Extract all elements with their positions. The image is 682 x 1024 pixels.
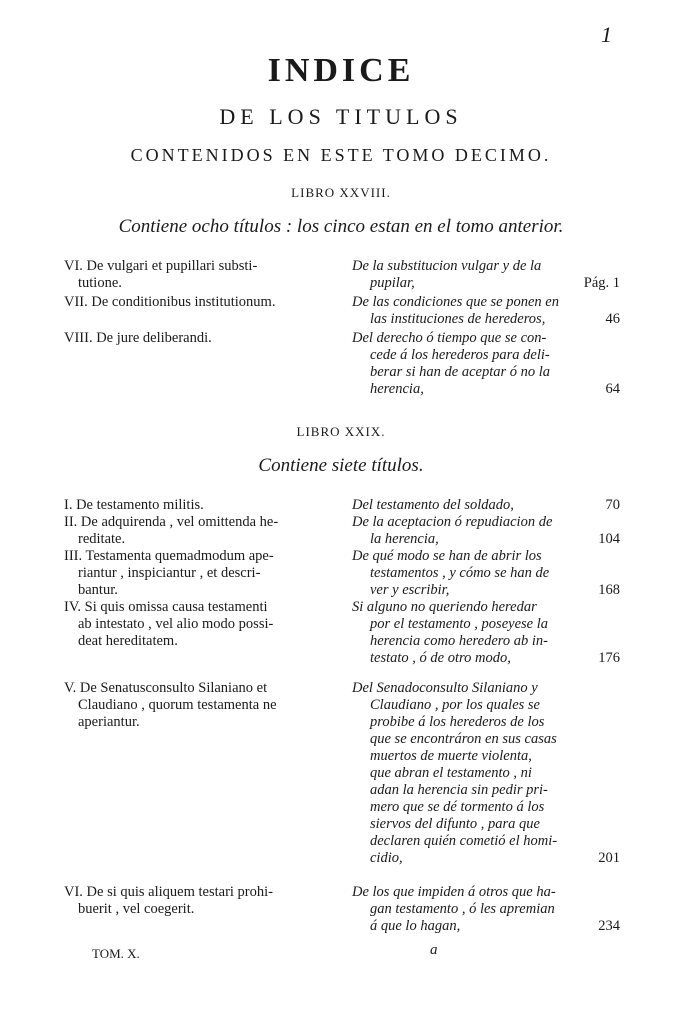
entry-page: 176 [598, 650, 620, 666]
page-number: 1 [601, 22, 612, 47]
footer-volume: TOM. X. [92, 946, 140, 961]
entry-latin: II. De adquirenda , vel omittenda he- reditate. [64, 514, 279, 547]
entry-spanish: De las condiciones que se ponen en las instituciones de herederos, 46 [352, 294, 620, 327]
page-subtitle-2: CONTENIDOS EN ESTE TOMO DECIMO. [130, 145, 552, 165]
entry-spanish: Del testamento del soldado, 70 [352, 497, 620, 513]
entry-spanish: Del Senadoconsulto Silaniano y Claudiano , por los quales se probibe á los herederos de los que se encontráron en sus casas muertos de muerte violenta, que abran el testamento , ni adan la herencia sin pedir pri- mero que se dé tormento á los siervos del difunto , para que declaren quién cometió el homi- cidio, 201 [352, 680, 620, 866]
page-subtitle: DE LOS TITULOS [219, 104, 463, 129]
entry-spanish: Si alguno no queriendo heredar por el testamento , poseyese la herencia como heredero ab in- testato , ó de otro modo, 176 [352, 599, 620, 666]
entry-spanish: Del derecho ó tiempo que se con- cede á los herederos para deli- berar si han de aceptar ó no la herencia, 64 [352, 330, 620, 397]
entry-page: 70 [605, 497, 620, 513]
entry-page: 234 [598, 918, 620, 934]
entry-latin: VI. De vulgari et pupillari substi- tutione. [64, 258, 258, 291]
entry-page: 201 [598, 850, 620, 866]
entry-page: 104 [598, 531, 620, 547]
libro-description-2: Contiene siete títulos. [258, 455, 424, 476]
entry-latin: VIII. De jure deliberandi. [64, 330, 212, 346]
entry-spanish: De los que impiden á otros que ha- gan testamento , ó les apremian á que lo hagan, 234 [352, 884, 620, 934]
entry-latin: I. De testamento militis. [64, 497, 204, 513]
entry-latin: VI. De si quis aliquem testari prohi- buerit , vel coegerit. [64, 884, 273, 917]
entry-page: Pág. 1 [583, 275, 620, 291]
footer-signature: a [430, 942, 438, 958]
entry-latin: III. Testamenta quemadmodum ape- riantur , inspiciantur , et descri- bantur. [64, 548, 274, 598]
entry-latin: IV. Si quis omissa causa testamenti ab intestato , vel alio modo possi- deat hereditatem. [64, 599, 274, 649]
entry-page: 46 [605, 311, 620, 327]
entry-spanish: De qué modo se han de abrir los testamentos , y cómo se han de ver y escribir, 168 [352, 548, 620, 598]
entry-spanish: De la aceptacion ó repudiacion de la herencia, 104 [352, 514, 620, 547]
entry-latin: V. De Senatusconsulto Silaniano et Claudiano , quorum testamenta ne aperiantur. [64, 680, 277, 730]
libro-heading-2: LIBRO XXIX. [296, 424, 386, 439]
entry-page: 64 [605, 381, 620, 397]
libro-description-1: Contiene ocho títulos : los cinco estan en el tomo anterior. [118, 216, 564, 237]
entry-spanish: De la substitucion vulgar y de la pupilar, Pág. 1 [352, 258, 620, 291]
entry-latin: VII. De conditionibus institutionum. [64, 294, 276, 310]
entry-page: 168 [598, 582, 620, 598]
libro-heading-1: LIBRO XXVIII. [291, 185, 391, 200]
page-title: INDICE [267, 52, 415, 89]
